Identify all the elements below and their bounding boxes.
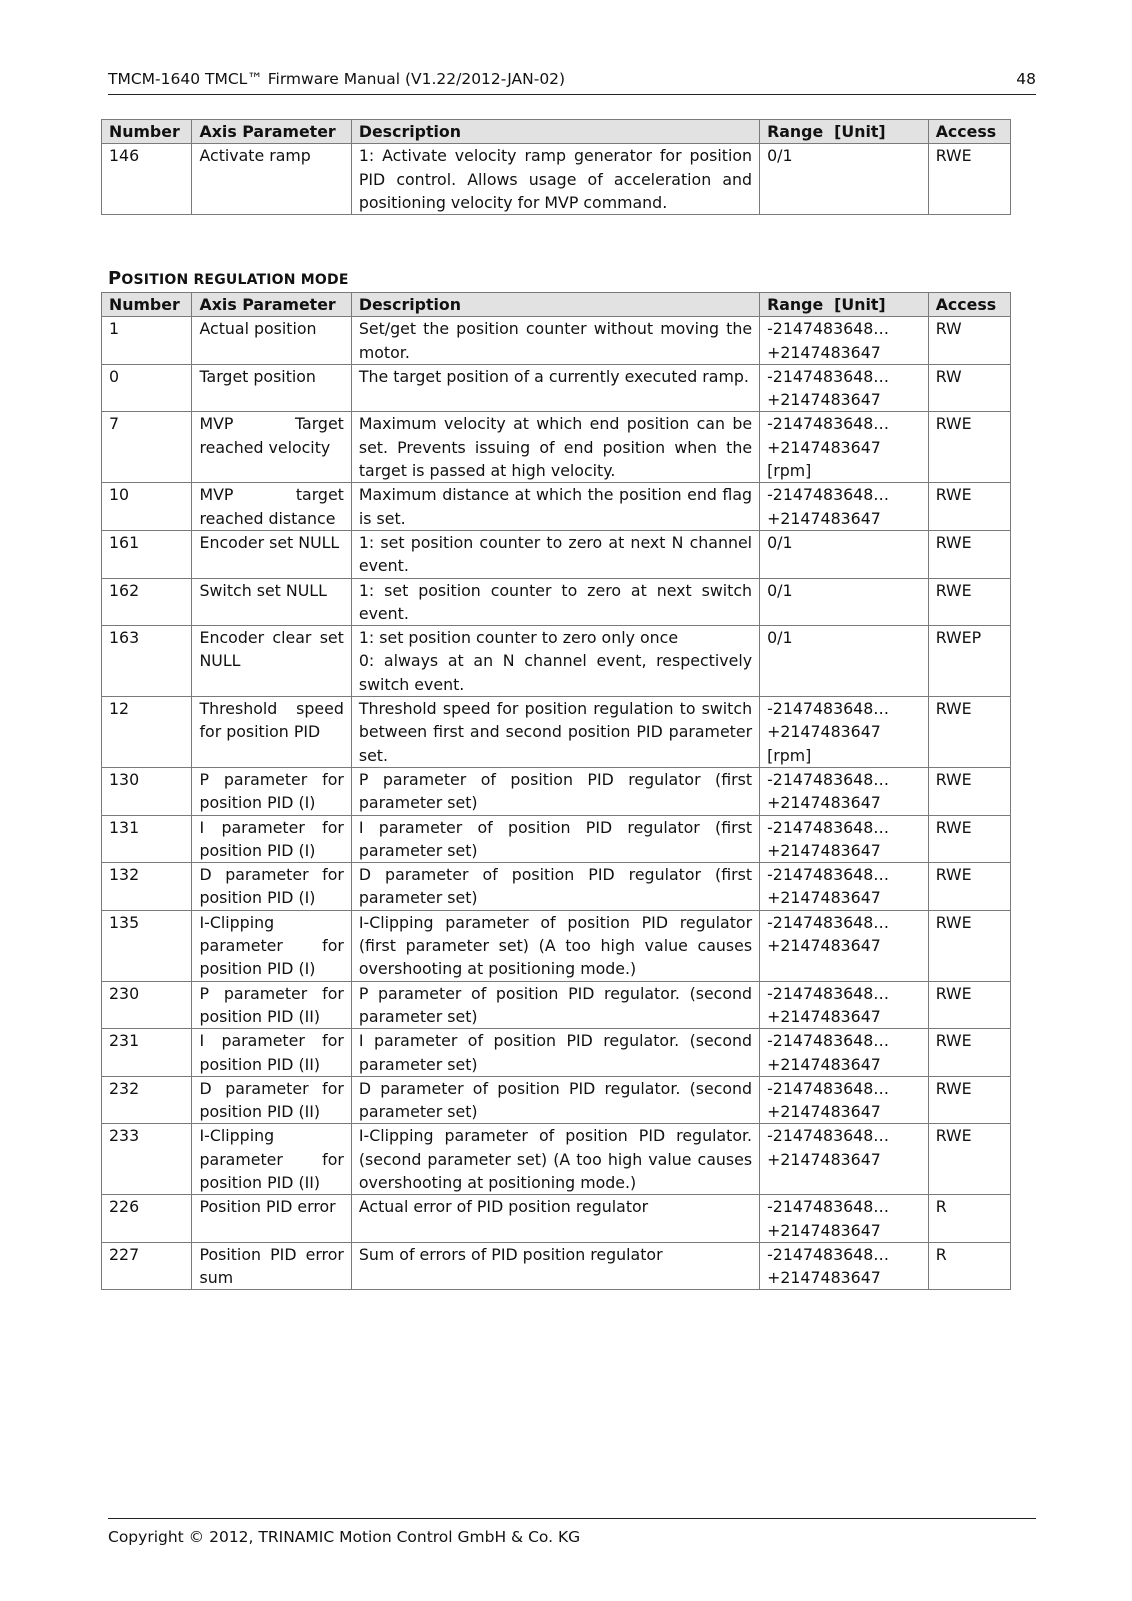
cell-number: 227: [102, 1242, 192, 1290]
cell-access: R: [928, 1242, 1010, 1290]
table-header-row: [102, 293, 1011, 317]
cell-access: RWE: [928, 530, 1010, 578]
column-header-access: Access: [928, 293, 1010, 317]
cell-access: RWE: [928, 1124, 1010, 1195]
cell-range: -2147483648… +2147483647: [760, 317, 929, 365]
cell-axis-parameter: I-Clipping parameter for position PID (II): [192, 1124, 351, 1195]
cell-range: 0/1: [760, 578, 929, 626]
cell-description: D parameter of position PID regulator. (second parameter set): [351, 1076, 759, 1124]
cell-axis-parameter: I-Clipping parameter for position PID (I): [192, 910, 351, 981]
document-title: TMCM-1640 TMCL™ Firmware Manual (V1.22/2012-JAN-02): [108, 70, 566, 88]
cell-range: 0/1: [760, 530, 929, 578]
cell-range: -2147483648… +2147483647: [760, 1029, 929, 1077]
cell-description: I-Clipping parameter of position PID regulator (first parameter set) (A too high value causes overshooting at positioning mode.): [351, 910, 759, 981]
table-row: [102, 1076, 1011, 1124]
cell-description: 1: set position counter to zero at next N channel event.: [351, 530, 759, 578]
table-row: [102, 981, 1011, 1029]
cell-axis-parameter: Encoder clear set NULL: [192, 626, 351, 697]
cell-range: -2147483648… +2147483647 [rpm]: [760, 412, 929, 483]
cell-range: -2147483648… +2147483647: [760, 815, 929, 863]
page-footer: [108, 1518, 1036, 1546]
table-row: [102, 144, 1011, 215]
cell-number: 135: [102, 910, 192, 981]
table-row: [102, 530, 1011, 578]
cell-number: 132: [102, 863, 192, 911]
cell-axis-parameter: P parameter for position PID (II): [192, 981, 351, 1029]
cell-axis-parameter: Position PID error: [192, 1195, 351, 1243]
cell-access: RWE: [928, 1029, 1010, 1077]
cell-description: Sum of errors of PID position regulator: [351, 1242, 759, 1290]
cell-access: R: [928, 1195, 1010, 1243]
cell-range: -2147483648… +2147483647: [760, 767, 929, 815]
table-row: [102, 578, 1011, 626]
column-header-range: Range [Unit]: [760, 120, 929, 144]
cell-description: P parameter of position PID regulator (first parameter set): [351, 767, 759, 815]
cell-number: 1: [102, 317, 192, 365]
cell-access: RWE: [928, 412, 1010, 483]
column-header-description: Description: [351, 120, 759, 144]
cell-range: -2147483648… +2147483647: [760, 364, 929, 412]
cell-access: RWE: [928, 767, 1010, 815]
cell-axis-parameter: Actual position: [192, 317, 351, 365]
cell-axis-parameter: D parameter for position PID (I): [192, 863, 351, 911]
cell-range: 0/1: [760, 144, 929, 215]
cell-description: Maximum velocity at which end position can be set. Prevents issuing of end position when the target is passed at high velocity.: [351, 412, 759, 483]
table-row: [102, 697, 1011, 768]
cell-description: Actual error of PID position regulator: [351, 1195, 759, 1243]
cell-description: 1: set position counter to zero only once 0: always at an N channel event, respectively switch event.: [351, 626, 759, 697]
cell-range: -2147483648… +2147483647: [760, 981, 929, 1029]
cell-number: 10: [102, 483, 192, 531]
cell-number: 12: [102, 697, 192, 768]
cell-axis-parameter: I parameter for position PID (I): [192, 815, 351, 863]
table-row: [102, 1195, 1011, 1243]
cell-description: I parameter of position PID regulator (first parameter set): [351, 815, 759, 863]
cell-access: RWE: [928, 910, 1010, 981]
cell-range: -2147483648… +2147483647: [760, 1076, 929, 1124]
cell-access: RWE: [928, 697, 1010, 768]
column-header-axis-parameter: Axis Parameter: [192, 120, 351, 144]
table-row: [102, 1242, 1011, 1290]
cell-range: -2147483648… +2147483647: [760, 1242, 929, 1290]
copyright-text: Copyright © 2012, TRINAMIC Motion Control GmbH & Co. KG: [108, 1528, 581, 1546]
cell-axis-parameter: Target position: [192, 364, 351, 412]
cell-number: 226: [102, 1195, 192, 1243]
cell-access: RWE: [928, 1076, 1010, 1124]
cell-number: 161: [102, 530, 192, 578]
cell-number: 230: [102, 981, 192, 1029]
cell-axis-parameter: Activate ramp: [192, 144, 351, 215]
table-row: [102, 412, 1011, 483]
cell-range: -2147483648… +2147483647: [760, 910, 929, 981]
cell-description: Set/get the position counter without moving the motor.: [351, 317, 759, 365]
cell-range: -2147483648… +2147483647: [760, 483, 929, 531]
column-header-access: Access: [928, 120, 1010, 144]
cell-number: 163: [102, 626, 192, 697]
cell-description: I-Clipping parameter of position PID regulator. (second parameter set) (A too high value causes overshooting at positioning mode.): [351, 1124, 759, 1195]
cell-description: Threshold speed for position regulation to switch between first and second position PID parameter set.: [351, 697, 759, 768]
cell-axis-parameter: Position PID error sum: [192, 1242, 351, 1290]
cell-description: D parameter of position PID regulator (first parameter set): [351, 863, 759, 911]
table-row: [102, 910, 1011, 981]
table-row: [102, 626, 1011, 697]
cell-range: -2147483648… +2147483647: [760, 1195, 929, 1243]
cell-description: I parameter of position PID regulator. (second parameter set): [351, 1029, 759, 1077]
cell-description: P parameter of position PID regulator. (second parameter set): [351, 981, 759, 1029]
table-row: [102, 863, 1011, 911]
cell-number: 232: [102, 1076, 192, 1124]
cell-access: RWE: [928, 863, 1010, 911]
table-row: [102, 767, 1011, 815]
cell-number: 146: [102, 144, 192, 215]
cell-access: RWE: [928, 144, 1010, 215]
cell-description: 1: Activate velocity ramp generator for position PID control. Allows usage of acceleration and positioning velocity for MVP command.: [351, 144, 759, 215]
cell-number: 231: [102, 1029, 192, 1077]
column-header-number: Number: [102, 293, 192, 317]
position-regulation-table: [101, 292, 1011, 1290]
cell-axis-parameter: MVP target reached distance: [192, 483, 351, 531]
cell-access: RWE: [928, 578, 1010, 626]
cell-number: 233: [102, 1124, 192, 1195]
cell-number: 162: [102, 578, 192, 626]
column-header-axis-parameter: Axis Parameter: [192, 293, 351, 317]
cell-range: -2147483648… +2147483647 [rpm]: [760, 697, 929, 768]
cell-axis-parameter: MVP Target reached velocity: [192, 412, 351, 483]
section-title: POSITION REGULATION MODE: [108, 268, 349, 289]
cell-description: Maximum distance at which the position end flag is set.: [351, 483, 759, 531]
cell-axis-parameter: Switch set NULL: [192, 578, 351, 626]
column-header-range: Range [Unit]: [760, 293, 929, 317]
page-number: 48: [1016, 70, 1036, 88]
cell-number: 0: [102, 364, 192, 412]
column-header-number: Number: [102, 120, 192, 144]
cell-number: 130: [102, 767, 192, 815]
activate-ramp-table: [101, 119, 1011, 215]
cell-access: RWE: [928, 815, 1010, 863]
cell-range: -2147483648… +2147483647: [760, 863, 929, 911]
cell-access: RWE: [928, 981, 1010, 1029]
cell-number: 131: [102, 815, 192, 863]
cell-range: -2147483648… +2147483647: [760, 1124, 929, 1195]
cell-axis-parameter: P parameter for position PID (I): [192, 767, 351, 815]
cell-access: RW: [928, 317, 1010, 365]
cell-number: 7: [102, 412, 192, 483]
table-row: [102, 317, 1011, 365]
page-header: [108, 70, 1036, 95]
cell-axis-parameter: Encoder set NULL: [192, 530, 351, 578]
cell-access: RW: [928, 364, 1010, 412]
cell-axis-parameter: I parameter for position PID (II): [192, 1029, 351, 1077]
table-header-row: [102, 120, 1011, 144]
table-row: [102, 364, 1011, 412]
cell-axis-parameter: D parameter for position PID (II): [192, 1076, 351, 1124]
cell-axis-parameter: Threshold speed for position PID: [192, 697, 351, 768]
column-header-description: Description: [351, 293, 759, 317]
table-row: [102, 1029, 1011, 1077]
cell-access: RWEP: [928, 626, 1010, 697]
table-row: [102, 1124, 1011, 1195]
cell-access: RWE: [928, 483, 1010, 531]
cell-range: 0/1: [760, 626, 929, 697]
table-row: [102, 483, 1011, 531]
table-row: [102, 815, 1011, 863]
cell-description: 1: set position counter to zero at next switch event.: [351, 578, 759, 626]
cell-description: The target position of a currently executed ramp.: [351, 364, 759, 412]
